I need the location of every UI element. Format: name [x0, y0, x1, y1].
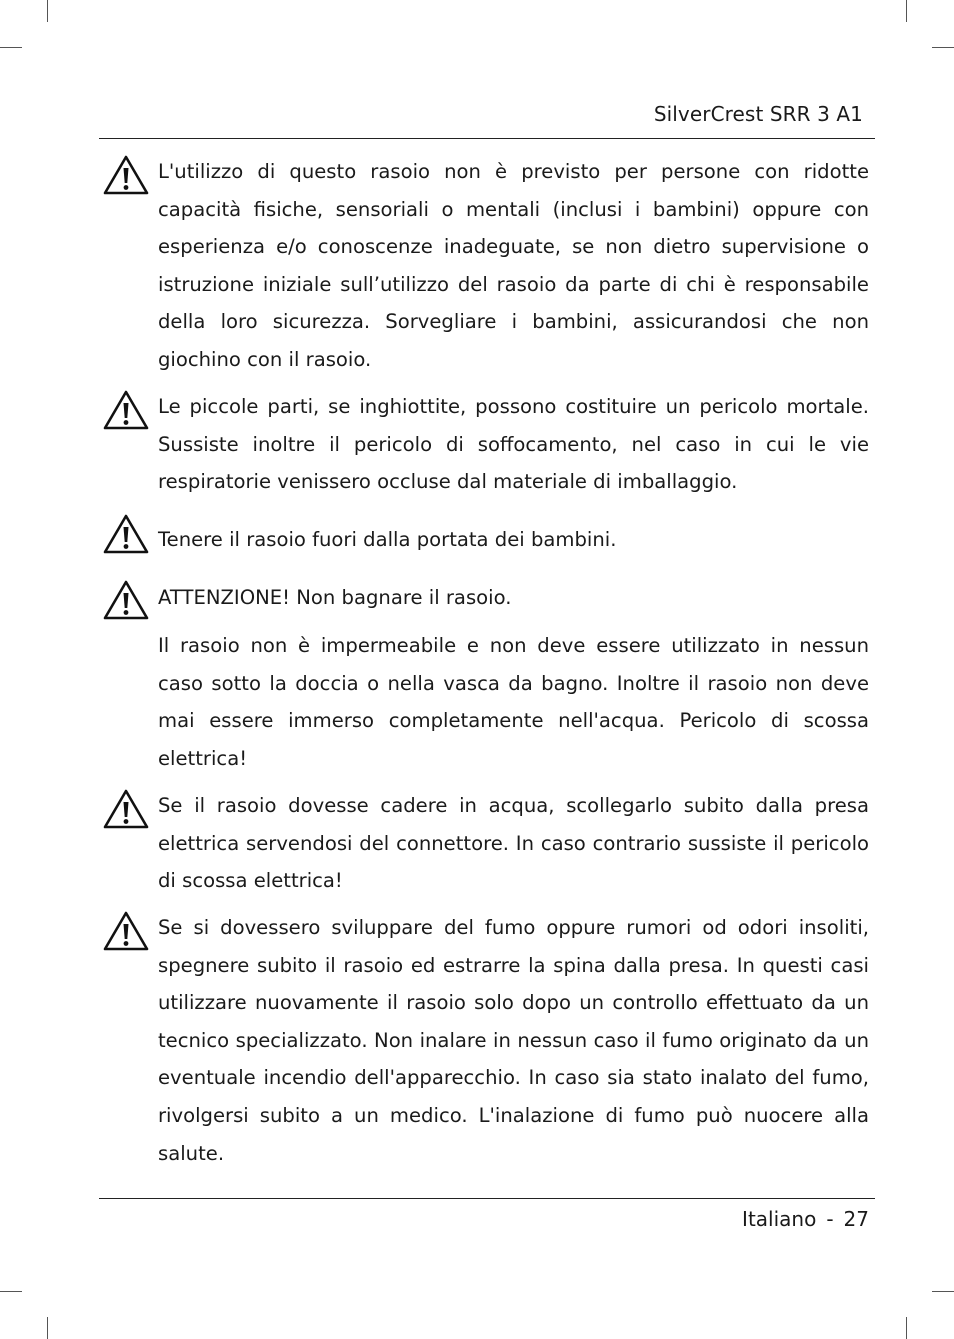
footer-separator: - — [826, 1207, 834, 1231]
crop-mark — [906, 1317, 907, 1339]
body-paragraph: Il rasoio non è impermeabile e non deve essere utilizzato in nessun caso sotto la doccia o nella vasca da bagno. Inoltre il rasoio non deve mai essere immerso completamente nell'acqua. Pericolo di scossa elettrica! — [158, 634, 869, 770]
crop-mark — [932, 1291, 954, 1292]
product-title: SilverCrest SRR 3 A1 — [653, 102, 863, 126]
warning-triangle-icon — [103, 155, 149, 195]
page-header — [99, 98, 875, 139]
warning-triangle-icon — [103, 580, 149, 620]
crop-mark — [47, 1317, 48, 1339]
warning-triangle-icon — [103, 789, 149, 829]
crop-mark — [47, 0, 48, 22]
page-footer — [742, 1207, 869, 1231]
warning-text: Tenere il rasoio fuori dalla portata dei bambini. — [158, 528, 617, 551]
warning-text: Le piccole parti, se inghiottite, possono costituire un pericolo mortale. Sussiste inoltre il pericolo di soffocamento, nel caso in cui le vie respiratorie venissero occluse dal materiale di imballaggio. — [158, 395, 869, 494]
crop-mark — [0, 1291, 22, 1292]
warning-text: Se si dovessero sviluppare del fumo oppure rumori od odori insoliti, spegnere subito il rasoio ed estrarre la spina dalla presa. In questi casi utilizzare nuovamente il rasoio solo dopo un controllo effettuato da un tecnico specializzato. Non inalare in nessun caso il fumo originato da un eventuale incendio dell'apparecchio. In caso sia stato inalato del fumo, rivolgersi subito a un medico. L'inalazione di fumo può nuocere alla salute. — [158, 916, 869, 1165]
crop-mark — [0, 47, 22, 48]
warning-text: ATTENZIONE! Non bagnare il rasoio. — [158, 586, 512, 609]
crop-mark — [906, 0, 907, 22]
footer-language: Italiano — [742, 1207, 817, 1231]
warning-triangle-icon — [103, 514, 149, 554]
warning-triangle-icon — [103, 390, 149, 430]
page-number: 27 — [843, 1207, 869, 1231]
warning-triangle-icon — [103, 911, 149, 951]
warning-text: L'utilizzo di questo rasoio non è previsto per persone con ridotte capacità fisiche, sensoriali o mentali (inclusi i bambini) oppure con esperienza e/o conoscenze inadeguate, se non dietro supervisione o istruzione iniziale sull’utilizzo del rasoio da parte di chi è responsabile della loro sicurezza. Sorvegliare i bambini, assicurandosi che non giochino con il rasoio. — [158, 160, 869, 371]
footer-rule — [99, 1198, 875, 1199]
warning-text: Se il rasoio dovesse cadere in acqua, scollegarlo subito dalla presa elettrica servendosi del connettore. In caso contrario sussiste il pericolo di scossa elettrica! — [158, 794, 869, 893]
crop-mark — [932, 47, 954, 48]
